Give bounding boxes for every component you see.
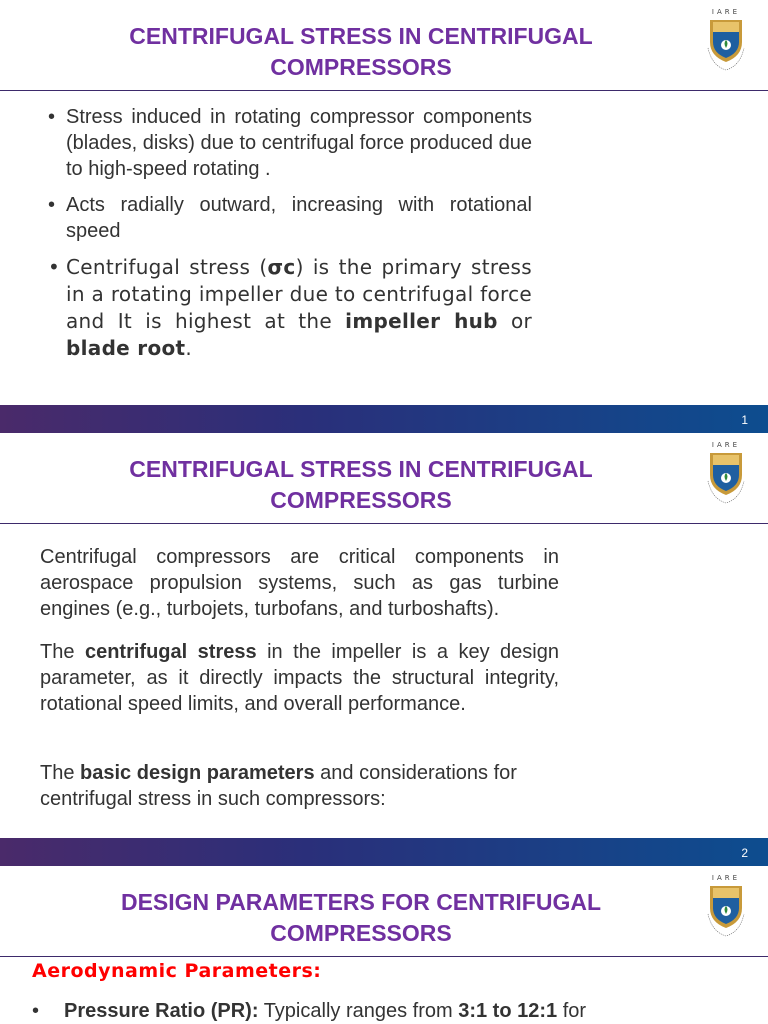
paragraph-text: and considerations for centrifugal stress in such compressors: — [40, 762, 517, 810]
paragraph: Centrifugal compressors are critical components in aerospace propulsion systems, such as gas turbine engines (e.g., turbojets, turbofans, and turboshafts). — [40, 546, 559, 620]
sigma-symbol: σc — [267, 255, 296, 279]
iare-logo — [702, 8, 750, 74]
logo-brand: IARE — [711, 8, 741, 16]
footer-band — [0, 405, 768, 433]
slide-title: DESIGN PARAMETERS FOR CENTRIFUGAL COMPRESSORS — [120, 889, 602, 946]
logo-brand: IARE — [711, 441, 741, 449]
paragraph-text: The — [40, 762, 81, 784]
paragraph-text: in the impeller is a key design parameter, as it directly impacts the structural integrity, rotational speed limits, and overall performance. — [40, 641, 559, 715]
logo-emblem-icon — [702, 874, 750, 940]
bold-term: blade root — [66, 336, 186, 360]
bullet-text-part: . — [185, 336, 193, 360]
logo-emblem-icon — [702, 8, 750, 74]
slide-2 — [0, 433, 768, 838]
slide-1 — [0, 0, 768, 405]
page-number: 2 — [741, 846, 748, 860]
bullet-list — [48, 104, 532, 372]
bold-term: impeller hub — [345, 309, 498, 333]
bold-term: basic design parameters — [80, 762, 315, 784]
list-item — [32, 1000, 586, 1023]
title-divider — [0, 523, 768, 524]
bold-term: 3:1 to 12:1 — [458, 1000, 558, 1022]
list-item — [48, 104, 532, 182]
slide-3 — [0, 866, 768, 1024]
section-subheading: Aerodynamic Parameters: — [32, 960, 322, 982]
paragraph — [40, 760, 559, 812]
bold-term: centrifugal stress — [84, 641, 257, 663]
bullet-text-part: for — [557, 1000, 587, 1022]
footer-band — [0, 838, 768, 866]
paragraph-text: The — [40, 641, 85, 663]
title-divider — [0, 956, 768, 957]
bold-term: Pressure Ratio (PR): — [64, 1000, 259, 1022]
bullet-text-part: Typically ranges from — [258, 1000, 459, 1022]
bullet-icon: • — [48, 194, 56, 216]
bullet-text-part: Centrifugal stress ( — [66, 255, 268, 279]
bullet-icon: • — [32, 1000, 40, 1022]
logo-emblem-icon — [702, 441, 750, 507]
title-divider — [0, 90, 768, 91]
list-item — [48, 254, 532, 362]
logo-brand: IARE — [711, 874, 741, 882]
list-item — [48, 192, 532, 244]
bullet-text: Stress induced in rotating compressor components (blades, disks) due to centrifugal force produced due to high-speed rotating . — [66, 106, 532, 180]
bullet-icon: • — [48, 106, 56, 128]
page-number: 1 — [741, 413, 748, 427]
bullet-text-part: ) is the primary stress in a rotating impeller due to centrifugal force and It is highest at the — [66, 255, 532, 333]
slide-title: CENTRIFUGAL STRESS IN CENTRIFUGAL COMPRESSORS — [129, 456, 593, 513]
iare-logo — [702, 441, 750, 507]
bullet-icon: • — [48, 255, 61, 279]
paragraph — [40, 639, 559, 717]
iare-logo — [702, 874, 750, 940]
bullet-text: Acts radially outward, increasing with rotational speed — [66, 194, 532, 242]
bullet-text-part: or — [497, 309, 532, 333]
slide-title: CENTRIFUGAL STRESS IN CENTRIFUGAL COMPRESSORS — [129, 23, 593, 80]
